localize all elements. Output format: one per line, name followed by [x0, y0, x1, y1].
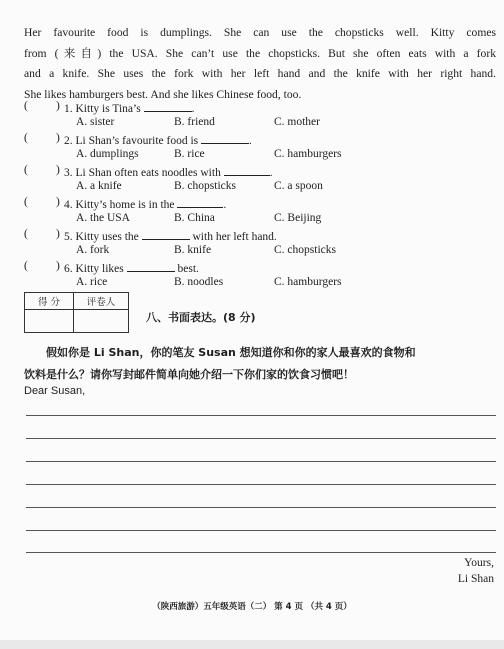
- question-stem: 6. Kitty likes best.: [64, 260, 199, 275]
- option-a: A. fork: [76, 244, 110, 256]
- option-b: B. rice: [174, 148, 205, 160]
- letter-greeting: Dear Susan,: [24, 385, 86, 397]
- option-a: A. a knife: [76, 180, 122, 192]
- answer-blank: [224, 164, 270, 176]
- section-title: 八、书面表达。(8 分): [146, 311, 256, 324]
- writing-line[interactable]: [26, 552, 496, 553]
- answer-paren-open: (: [24, 228, 28, 240]
- page-footer: （陕西旅游）五年级英语（二） 第 4 页 （共 4 页）: [152, 602, 352, 612]
- option-c: C. hamburgers: [274, 148, 342, 160]
- option-a: A. rice: [76, 276, 108, 288]
- score-box: [24, 292, 129, 333]
- grader-label: 评卷人: [74, 293, 129, 310]
- answer-paren-close: ): [56, 132, 60, 144]
- option-b: B. friend: [174, 116, 215, 128]
- writing-line[interactable]: [26, 484, 496, 485]
- writing-line[interactable]: [26, 461, 496, 462]
- grader-cell[interactable]: [74, 310, 129, 333]
- option-c: C. Beijing: [274, 212, 322, 224]
- score-cell[interactable]: [25, 310, 74, 333]
- writing-line[interactable]: [26, 415, 496, 416]
- passage-line: She likes hamburgers best. And she likes Chinese food, too.: [24, 87, 302, 101]
- answer-paren-close: ): [56, 164, 60, 176]
- question-stem: 4. Kitty’s home is in the .: [64, 196, 226, 211]
- answer-paren-open: (: [24, 164, 28, 176]
- answer-blank: [177, 196, 223, 208]
- writing-line[interactable]: [26, 438, 496, 439]
- option-a: A. dumplings: [76, 148, 139, 160]
- letter-closing: Yours,: [464, 557, 494, 569]
- answer-blank: [127, 260, 175, 272]
- answer-paren-close: ): [56, 196, 60, 208]
- option-c: C. hamburgers: [274, 276, 342, 288]
- writing-line[interactable]: [26, 530, 496, 531]
- answer-paren-open: (: [24, 132, 28, 144]
- option-c: C. a spoon: [274, 180, 323, 192]
- option-c: C. chopsticks: [274, 244, 336, 256]
- passage-line: Her favourite food is dumplings. She can use the chopsticks well. Kitty comes: [24, 26, 496, 39]
- option-c: C. mother: [274, 116, 320, 128]
- answer-blank: [144, 100, 192, 112]
- option-a: A. sister: [76, 116, 115, 128]
- answer-paren-open: (: [24, 100, 28, 112]
- answer-paren-open: (: [24, 260, 28, 272]
- option-b: B. knife: [174, 244, 212, 256]
- answer-paren-close: ): [56, 228, 60, 240]
- option-b: B. chopsticks: [174, 180, 236, 192]
- option-a: A. the USA: [76, 212, 130, 224]
- writing-line[interactable]: [26, 507, 496, 508]
- passage-line: from (来自) the USA. She can’t use the chopsticks. But she often eats with a fork: [24, 46, 496, 60]
- prompt-line: 饮料是什么？请你写封邮件简单向她介绍一下你们家的饮食习惯吧！: [24, 368, 354, 381]
- answer-paren-close: ): [56, 100, 60, 112]
- option-b: B. noodles: [174, 276, 224, 288]
- answer-blank: [201, 132, 249, 144]
- score-label: 得 分: [25, 293, 74, 310]
- option-b: B. China: [174, 212, 215, 224]
- passage-line: and a knife. She uses the fork with her left hand and the knife with her right hand.: [24, 67, 496, 80]
- question-stem: 1. Kitty is Tina’s .: [64, 100, 194, 115]
- writing-prompt: [24, 342, 496, 386]
- prompt-line: 假如你是 Li Shan，你的笔友 Susan 想知道你和你的家人最喜欢的食物和: [46, 346, 416, 359]
- question-stem: 5. Kitty uses the with her left hand.: [64, 228, 277, 243]
- question-stem: 2. Li Shan’s favourite food is .: [64, 132, 252, 147]
- letter-signature: Li Shan: [457, 573, 494, 585]
- reading-passage: [24, 23, 496, 105]
- answer-paren-open: (: [24, 196, 28, 208]
- answer-blank: [142, 228, 190, 240]
- answer-paren-close: ): [56, 260, 60, 272]
- question-stem: 3. Li Shan often eats noodles with .: [64, 164, 273, 179]
- page-bottom-edge: [0, 640, 504, 649]
